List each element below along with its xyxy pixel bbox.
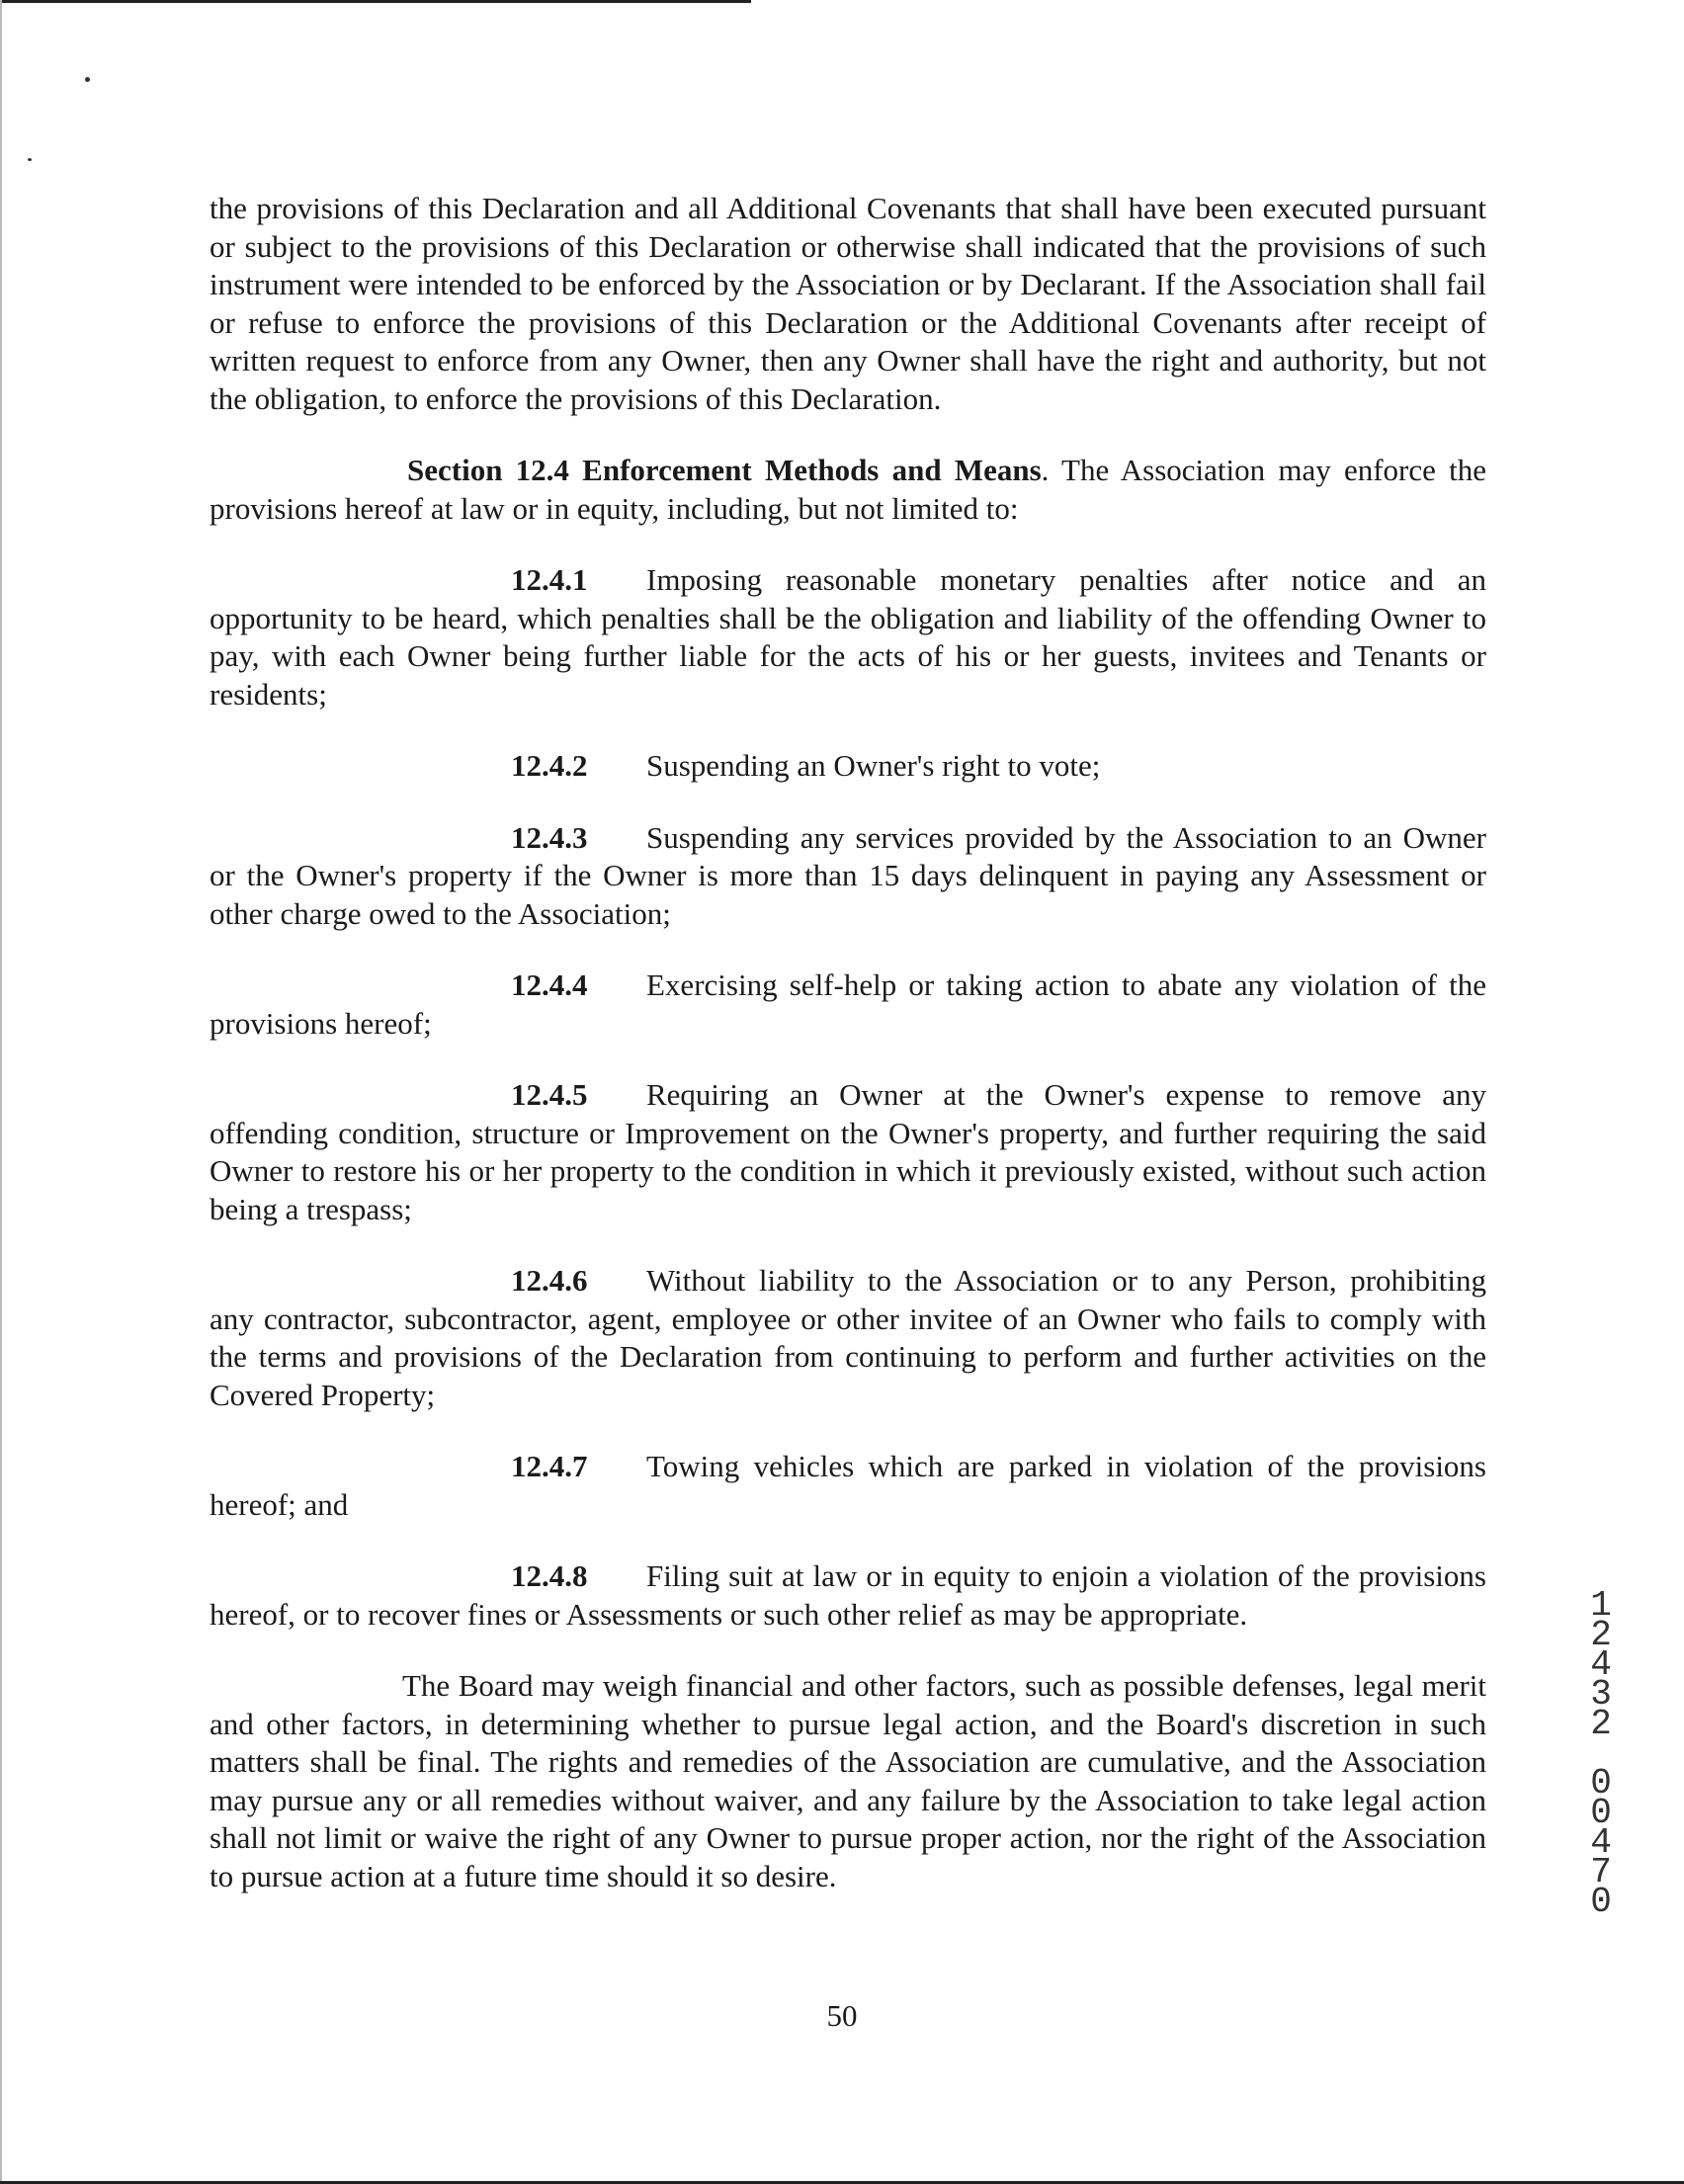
section-text: . The Association may enforce the provisions hereof at law or in equity, including, but not limited to: [210,453,1487,526]
item-text: Without liability to the Association or to any Person, prohibiting any contractor, subcontractor, agent, employee or other invitee of an Owner who fails to comply with the terms and provisions of the Declaration from continuing to perform and further activities on the Covered Property; [210,1263,1486,1412]
list-item [210,966,1486,1043]
list-item [210,561,1486,714]
document-number-stamp: 1 2 4 3 2 0 0 4 7 0 [1590,1585,1612,1922]
document-body [210,190,1486,1895]
item-text: Suspending any services provided by the Association to an Owner or the Owner's property if the Owner is more than 15 days delinquent in paying any Assessment or other charge owed to the Association; [210,819,1486,931]
section-heading: Section 12.4 Enforcement Methods and Means [407,453,1042,487]
page-number: 50 [826,1998,858,2033]
opening-paragraph: the provisions of this Declaration and all Additional Covenants that shall have been executed pursuant or subject to the provisions of this Declaration or otherwise shall indicated that the provisions of such instrument were intended to be enforced by the Association or by Declarant. If the Association shall fail or refuse to enforce the provisions of this Declaration or the Additional Covenants after receipt of written request to enforce from any Owner, then any Owner shall have the right and authority, but not the obligation, to enforce the provisions of this Declaration. [210,191,1486,416]
item-number: 12.4.4 [511,967,588,1002]
scan-left-edge [0,0,2,2184]
list-item [210,1262,1486,1414]
scan-speck [85,77,90,82]
list-item [210,747,1486,786]
item-number: 12.4.2 [511,748,588,783]
item-text: Suspending an Owner's right to vote; [646,748,1101,783]
item-number: 12.4.3 [511,819,588,855]
item-text: Towing vehicles which are parked in violation of the provisions hereof; and [210,1449,1486,1522]
item-number: 12.4.5 [511,1077,588,1112]
scan-top-edge [0,0,751,3]
closing-paragraph: The Board may weigh financial and other factors, such as possible defenses, legal merit and other factors, in determining whether to pursue legal action, and the Board's discretion in such matters shall be final. The rights and remedies of the Association are cumulative, and the Association may pursue any or all remedies without waiver, and any failure by the Association to take legal action shall not limit or waive the right of any Owner to pursue proper action, nor the right of the Association to pursue action at a future time should it so desire. [210,1668,1486,1893]
list-item [210,1076,1486,1228]
scan-speck [28,158,32,161]
list-item [210,1448,1486,1524]
item-number: 12.4.7 [511,1449,588,1483]
item-number: 12.4.6 [511,1263,588,1298]
item-text: Imposing reasonable monetary penalties after notice and an opportunity to be heard, which penalties shall be the obligation and liability of the offending Owner to pay, with each Owner being further liable for the acts of his or her guests, invitees and Tenants or residents; [210,562,1486,712]
section-12-4-paragraph [210,452,1486,528]
item-text: Filing suit at law or in equity to enjoin a violation of the provisions hereof, or to recover fines or Assessments or such other relief as may be appropriate. [210,1558,1486,1632]
list-item [210,819,1486,934]
list-item [210,1557,1486,1634]
item-text: Requiring an Owner at the Owner's expense to remove any offending condition, structure or Improvement on the Owner's property, and further requiring the said Owner to restore his or her property to the condition in which it previously existed, without such action being a trespass; [210,1077,1486,1226]
item-number: 12.4.1 [511,562,588,597]
item-number: 12.4.8 [511,1558,588,1593]
item-text: Exercising self-help or taking action to abate any violation of the provisions hereof; [210,967,1486,1041]
